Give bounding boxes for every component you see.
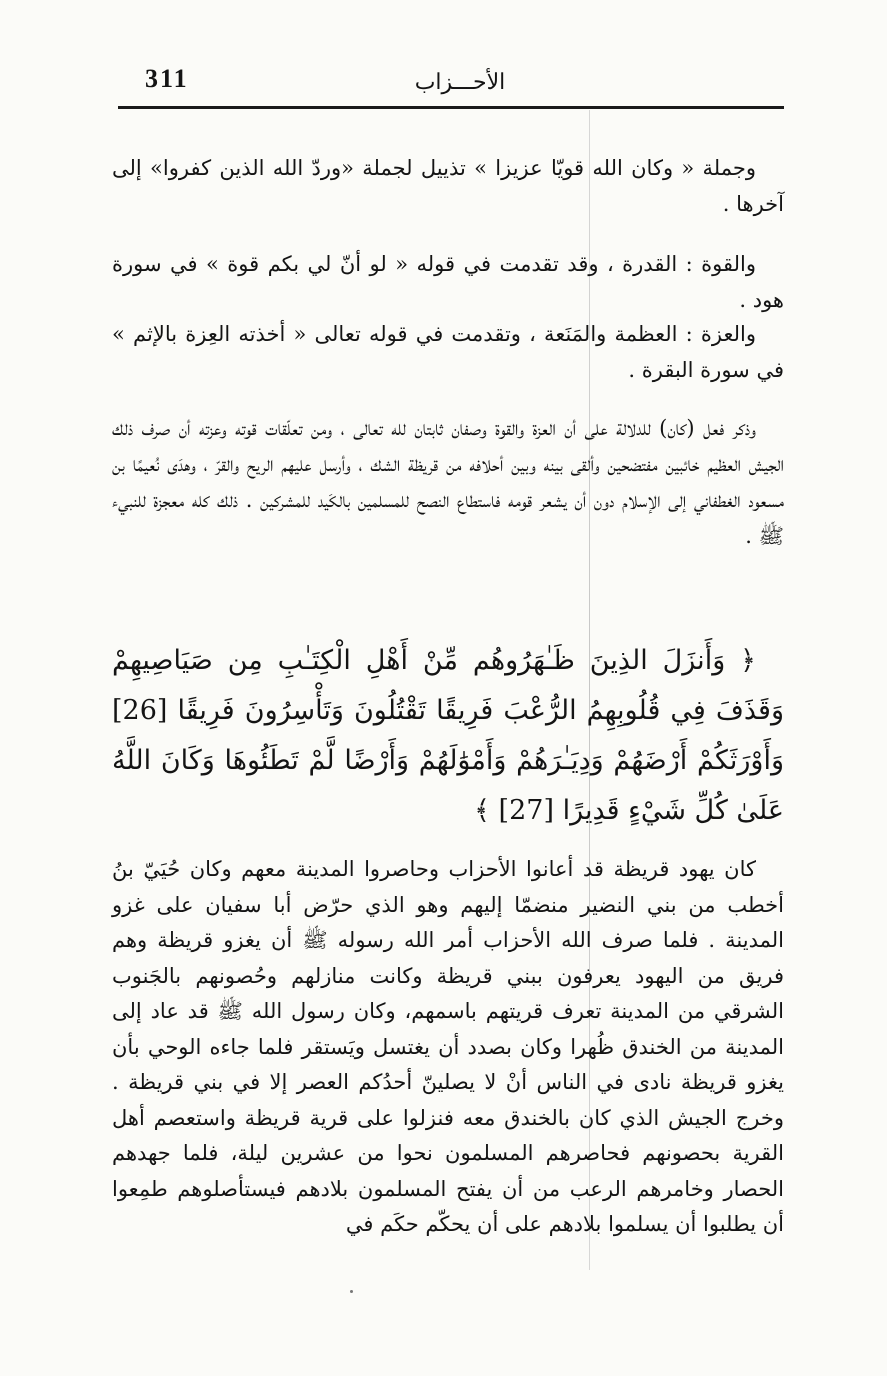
quran-verse-text: ﴿ وَأَنزَلَ الذِينَ ظَـٰهَرُوهُم مِّنْ أَهْلِ الْكِتَـٰبِ مِن صَيَاصِيهِمْ وَقَذَفَ فِي قُلُوبِهِمُ الرُّعْبَ فَرِيقًا تَقْتُلُونَ وَتَأْسِرُونَ فَرِيقًا [26] وَأَوْرَثَكُمْ أَرْضَهُمْ وَدِيَـٰرَهُمْ وَأَمْوَٰلَهُمْ وَأَرْضًا لَّمْ تَطَئُوهَا وَكَانَ اللَّهُ عَلَىٰ كُلِّ شَيْءٍ قَدِيرًا [27] ﴾ [112, 645, 784, 826]
paragraph-3 [112, 316, 784, 388]
paragraph-4 [112, 410, 784, 554]
paragraph-text: وذكر فعل (كان) للدلالة على أن العزة والقوة وصفان ثابتان لله تعالى ، ومن تعلّقات قوته وعزته أن صرف ذلك الجيش العظيم خائبين مفتضحين وألقى بينه وبين أحلافه من قريظة الشك ، وأرسل عليهم الريح والقرّ ، وهدَى نُعيمًا بن مسعود الغطفاني إلى الإسلام دون أن يشعر قومه فاستطاع النصح للمسلمين بالكَيد للمشركين . ذلك كله معجزة للنبيء ﷺ . [112, 416, 784, 548]
paragraph-2 [112, 246, 784, 318]
paragraph-1 [112, 150, 784, 222]
running-title: الأحـــزاب [414, 70, 506, 95]
paragraph-text: وجملة « وكان الله قويّا عزيزا » تذييل لجملة «وردّ الله الذين كفروا» إلى آخرها . [112, 156, 784, 216]
scan-speck [350, 1290, 353, 1293]
quran-verse-block [112, 636, 784, 836]
paragraph-5 [112, 852, 784, 1243]
paragraph-text: كان يهود قريظة قد أعانوا الأحزاب وحاصروا المدينة معهم وكان حُيَيّ بنُ أخطب من بني النضير منضمّا إليهم وهو الذي حرّض أبا سفيان على غزو المدينة . فلما صرف الله الأحزاب أمر الله رسوله ﷺ أن يغزو قريظة وهم فريق من اليهود يعرفون ببني قريظة وكانت منازلهم وحُصونهم بالجَنوب الشرقي من المدينة تعرف قريتهم باسمهم، وكان رسول الله ﷺ قد عاد إلى المدينة من الخندق ظُهرا وكان بصدد أن يغتسل ويَستقر فلما جاءه الوحي بأن يغزو قريظة نادى في الناس أنْ لا يصلينّ أحدُكم العصر إلا في بني قريظة . وخرج الجيش الذي كان بالخندق معه فنزلوا على قرية قريظة واستعصم أهل القرية بحصونهم فحاصرهم المسلمون نحوا من عشرين ليلة، فلما جهدهم الحصار وخامرهم الرعب من أن يفتح المسلمون بلادهم فيستأصلوهم طمِعوا أن يطلبوا أن يسلموا بلادهم على أن يحكّم حكَم في [112, 857, 784, 1236]
paragraph-text: والعزة : العظمة والمَنَعة ، وتقدمت في قوله تعالى « أخذته العِزة بالإثم » في سورة البقرة . [112, 322, 784, 382]
header-rule [118, 106, 784, 109]
page-number: 311 [145, 64, 189, 93]
paragraph-text: والقوة : القدرة ، وقد تقدمت في قوله « لو أنّ لي بكم قوة » في سورة هود . [112, 252, 784, 312]
